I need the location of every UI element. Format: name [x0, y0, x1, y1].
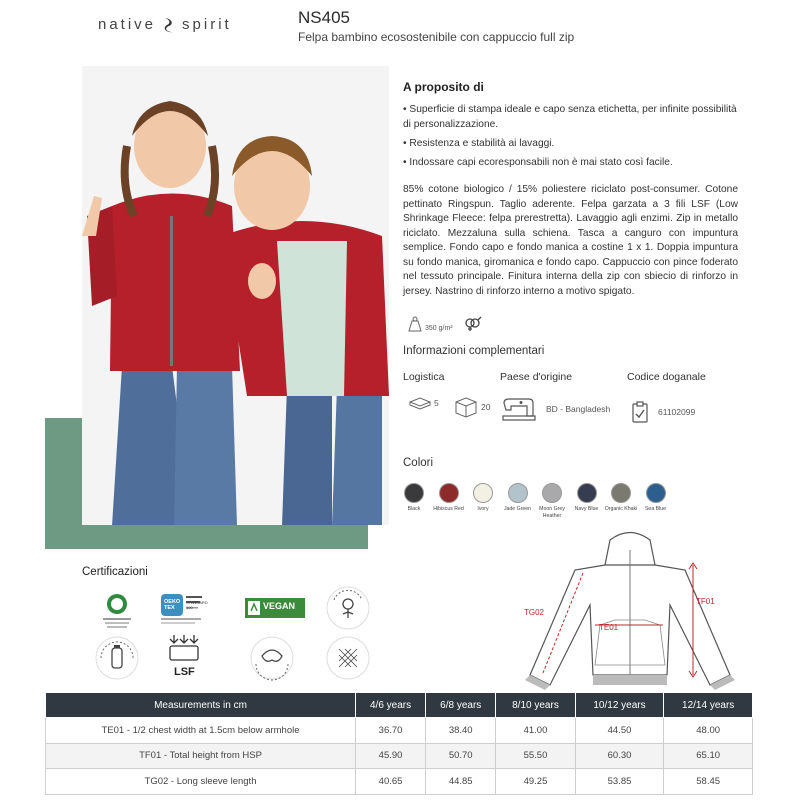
pack-box-value: 20 — [481, 402, 491, 412]
product-subtitle: Felpa bambino ecosostenibile con cappuccio full zip — [298, 30, 575, 44]
table-cell: TF01 - Total height from HSP — [46, 743, 356, 769]
table-cell: 36.70 — [356, 718, 426, 744]
color-swatch[interactable] — [542, 483, 562, 503]
origin-value: BD - Bangladesh — [546, 404, 611, 414]
table-cell: 45.90 — [356, 743, 426, 769]
table-cell: TE01 - 1/2 chest width at 1.5cm below armhole — [46, 718, 356, 744]
weight-value: 350 g/m² — [425, 325, 453, 332]
oeko-tex-icon — [158, 586, 206, 634]
tf01-label: TF01 — [696, 597, 715, 606]
table-cell: 53.85 — [575, 769, 664, 795]
confidence-textile-icon — [324, 634, 372, 682]
oeko-label: OEKO TEX — [164, 599, 181, 611]
package-icon — [409, 396, 431, 410]
weight-icon — [407, 316, 423, 332]
color-swatch-label: Navy Blue — [574, 506, 599, 512]
color-swatch-label: Moon Grey Heather — [539, 506, 565, 519]
info-title: Informazioni complementari — [403, 345, 545, 357]
about-title: A proposito di — [403, 80, 484, 94]
table-header: 8/10 years — [496, 693, 575, 718]
table-header: 10/12 years — [575, 693, 664, 718]
product-photo — [82, 66, 389, 525]
pack-small — [409, 396, 439, 410]
table-cell: 60.30 — [575, 743, 664, 769]
pack-box — [454, 396, 490, 418]
table-cell: 65.10 — [664, 743, 753, 769]
table-cell: 48.00 — [664, 718, 753, 744]
color-swatch-label: Black — [407, 506, 421, 512]
standard-label: STANDARD 100 — [186, 600, 208, 610]
table-row — [46, 769, 753, 795]
color-swatch[interactable] — [577, 483, 597, 503]
vegan-cert-icon — [243, 590, 307, 626]
brand-leaf-icon — [162, 17, 176, 33]
product-code: NS405 — [298, 8, 350, 27]
table-cell: 58.45 — [664, 769, 753, 795]
table-cell: 44.50 — [575, 718, 664, 744]
feature-bullets — [403, 102, 738, 174]
colors-title: Colori — [403, 457, 434, 469]
color-swatch[interactable] — [473, 483, 493, 503]
color-swatch[interactable] — [404, 483, 424, 503]
table-header: 6/8 years — [426, 693, 496, 718]
table-cell: 55.50 — [496, 743, 575, 769]
origin-info — [501, 396, 610, 422]
organic-cotton-icon — [324, 584, 372, 632]
clipboard-icon — [631, 400, 649, 424]
lsf-label: LSF — [174, 666, 195, 678]
color-swatch-label: Sea Blue — [644, 506, 667, 512]
feature-bullet: • Resistenza e stabilità ai lavaggi. — [403, 138, 555, 149]
customs-label: Codice doganale — [627, 371, 706, 383]
table-cell: 41.00 — [496, 718, 575, 744]
feature-bullet: • Indossare capi ecoresponsabili non è mai stato così facile. — [403, 157, 673, 168]
table-header: Measurements in cm — [46, 693, 356, 718]
table-cell: 44.85 — [426, 769, 496, 795]
feature-bullet: • Superficie di stampa ideale e capo senza etichetta, per infinite possibilità di personalizzazione. — [403, 104, 737, 130]
table-row — [46, 718, 753, 744]
color-swatch-label: Hibiscus Red — [433, 506, 464, 512]
weight-info — [407, 316, 483, 332]
vegan-label: VEGAN — [263, 601, 296, 611]
color-swatch-label: Ivory — [477, 506, 489, 512]
logistics-label: Logistica — [403, 371, 445, 383]
product-description: 85% cotone biologico / 15% poliestere riciclato post-consumer. Cotone pettinato Ringspun. Taglio aderente. Felpa garzata a 3 fili LSF (Low Shrinkage Fleece: felpa prerestretta). Lavaggio agli enzimi. Zip in metallo riciclato. Mezzaluna sulla schiena. Tasca a canguro con impuntura semplice. Fondo capo e fondo manica a costine 1 x 1. Doppia impuntura su fondo manica, giromanica e fondo capo. Cappuccio con pince foderato nel tessuto principale. Finitura interna della zip con sbiecio di rinforzo in jersey. Nastrino di rinforzo interno a motivo spigato. — [403, 184, 738, 297]
pack-small-value: 5 — [434, 398, 439, 408]
table-cell: TG02 - Long sleeve length — [46, 769, 356, 795]
brand-logo — [98, 16, 232, 33]
table-header: 12/14 years — [664, 693, 753, 718]
customs-info — [631, 400, 695, 424]
te01-label: TE01 — [599, 623, 619, 632]
recycled-polyester-icon — [93, 634, 141, 682]
brand-name-end: spirit — [182, 16, 232, 33]
color-swatch[interactable] — [646, 483, 666, 503]
table-cell: 38.40 — [426, 718, 496, 744]
unisex-icon — [463, 316, 483, 332]
hoodie-outline-illustration — [515, 525, 765, 690]
table-cell: 50.70 — [426, 743, 496, 769]
table-header-row — [46, 693, 753, 718]
measurement-diagram — [515, 525, 765, 690]
six-colours-icon — [248, 634, 296, 682]
color-swatch-label: Organic Khaki — [604, 506, 638, 512]
table-cell: 49.25 — [496, 769, 575, 795]
table-row — [46, 743, 753, 769]
color-swatch[interactable] — [508, 483, 528, 503]
customs-value: 61102099 — [658, 407, 696, 417]
origin-label: Paese d'origine — [500, 371, 573, 383]
certifications-title: Certificazioni — [82, 566, 148, 578]
table-cell: 40.65 — [356, 769, 426, 795]
table-header: 4/6 years — [356, 693, 426, 718]
tg02-label: TG02 — [524, 608, 545, 617]
kids-hoodies-illustration — [82, 66, 389, 525]
organic-cert-icon — [93, 586, 141, 634]
box-icon — [454, 396, 478, 418]
measurements-table — [45, 692, 753, 795]
color-swatch[interactable] — [439, 483, 459, 503]
color-swatch[interactable] — [611, 483, 631, 503]
sewing-machine-icon — [501, 396, 537, 422]
brand-name-start: native — [98, 16, 157, 33]
color-swatch-label: Jade Green — [503, 506, 532, 512]
lsf-icon — [160, 632, 208, 684]
